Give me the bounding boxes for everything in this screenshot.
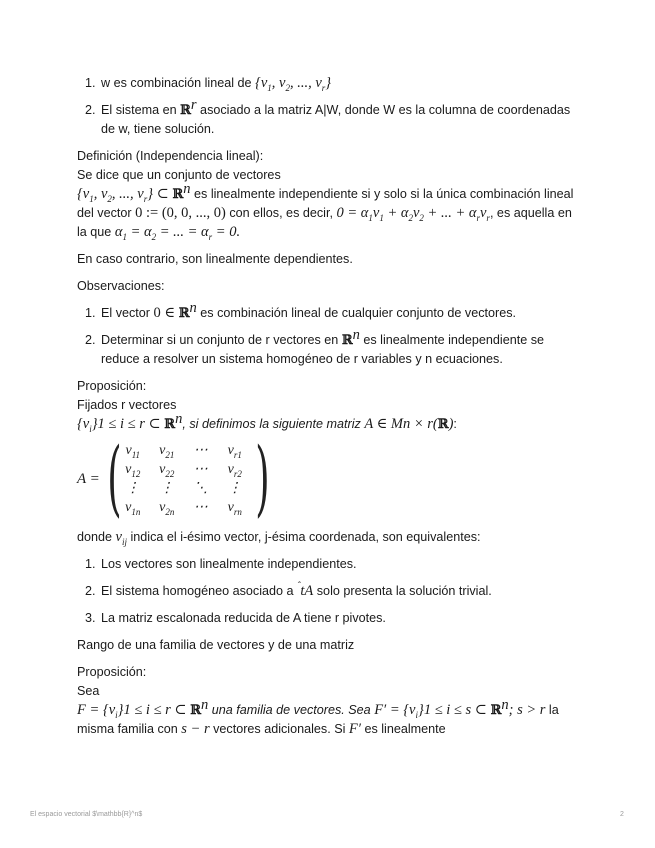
definition-line: Se dice que un conjunto de vectores [77,168,281,182]
matrix-cell: $v_{r2}$ [227,462,242,479]
proposition-body: $F = \{v_i\}1 \le i \le r$ ⊂ ℝ$^n$ una familia de vectores. Sea $F' = \{v_i\}1 \le i \le s$ ⊂ ℝ$^n$; s > r la misma familia con s − r vectores adicionales. Si F′ es linealmente [77,696,559,737]
matrix-cell: $v_{r1}$ [227,443,242,460]
observations-title: Observaciones: [77,279,165,293]
proposition-title: Proposición: [77,379,147,393]
matrix-cell: $v_{22}$ [159,462,175,479]
list-observations [77,299,577,369]
left-paren: ( [107,431,122,526]
matrix-cell: $v_{rn}$ [227,500,242,517]
list-item: 2. Determinar si un conjunto de r vectores en ℝ$^n$ es linealmente independiente se reduce a resolver un sistema homogéneo de r variables y n ecuaciones. [99,331,577,369]
matrix-cell: ⋮ [227,481,242,496]
proposition-body: $\{v_i\}1 \le i \le r$ ⊂ ℝ$^n$, si definimos la siguiente matriz A ∈ Mn × r(ℝ): [77,410,457,434]
proposition-line: Fijados r vectores [77,398,177,412]
matrix-A [77,431,577,526]
after-matrix-text: donde $v_{ij}$ indica el i-ésimo vector, j-ésima coordenada, son equivalentes: [77,529,481,547]
matrix-cell: $v_{2n}$ [159,500,175,517]
definition-body: {$v_1$, $v_2$, ..., $v_r$} ⊂ ℝ$^n$ es linealmente independiente si y solo si la única combinación lineal del vector 0 := (0, 0, ..., 0) con ellos, es decir, $0 = \alpha_1v_1 + \alpha_2v_2$ + ... + $\alpha_rv_r$, es aquella en la que $\alpha_1 = \alpha_2$ = ... = $\alpha_r = 0$. [77,180,574,242]
definition-title: Definición (Independencia lineal): [77,149,264,163]
list-item: 3. La matriz escalonada reducida de A tiene r pivotes. [99,609,577,628]
proposition-line: Sea [77,684,100,698]
list-item: 2. El sistema homogéneo asociado a $^ˆ$tA solo presenta la solución trivial. [99,582,577,601]
footer-title: El espacio vectorial $\mathbb{R}^n$ [30,811,143,818]
matrix-cell: $v_{1n}$ [125,500,141,517]
page-number: 2 [620,811,624,818]
document-body [77,74,577,739]
matrix-cell: ⋯ [193,462,208,477]
right-paren: ) [255,431,270,526]
list-item: 1. w es combinación lineal de {$v_1$, $v_2$, ..., $v_r$} [99,74,577,93]
list-span-conditions [77,74,577,139]
list-item: 1. Los vectores son linealmente independientes. [99,555,577,574]
list-equivalences [77,555,577,628]
matrix-cell: $v_{21}$ [159,443,175,460]
matrix-cell: ⋯ [193,443,208,458]
matrix-cell: $v_{12}$ [125,462,141,479]
contrary-text: En caso contrario, son linealmente dependientes. [77,252,353,266]
matrix-label: A = [77,470,100,487]
proposition-title: Proposición: [77,665,147,679]
matrix-cell: ⋯ [193,500,208,515]
list-item: 2. El sistema en ℝ$^r$ asociado a la matriz A|W, donde W es la columna de coordenadas de w, tiene solución. [99,101,577,139]
matrix-grid [116,441,252,517]
matrix-cell: ⋮ [159,481,174,496]
matrix-cell: ⋮ [125,481,140,496]
section-heading: Rango de una familia de vectores y de una matriz [77,638,355,652]
matrix-cell: $v_{11}$ [125,443,141,460]
list-item: 1. El vector 0 ∈ ℝ$^n$ es combinación lineal de cualquier conjunto de vectores. [99,304,577,323]
matrix-cell: ⋱ [193,481,208,496]
